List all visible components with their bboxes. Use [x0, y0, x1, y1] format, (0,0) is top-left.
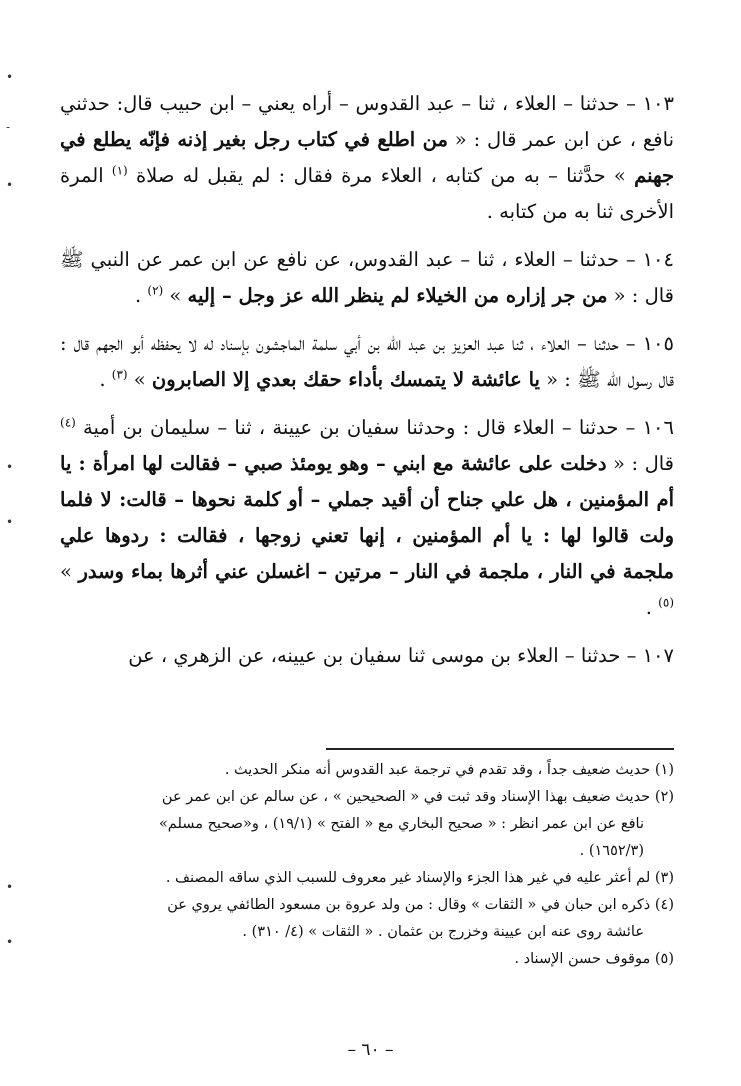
text-run: قال : «: [606, 452, 674, 475]
margin-dot: •: [6, 178, 14, 192]
hadith-matn: دخلت على عائشة مع ابني – وهو يومئذ صبي – فقالت لها امرأة : يا أم المؤمنين ، هل علي جناح أن أقيد جملي – أو كلمة نحوها – قالت: لا فلما ولت قالوا لها : يا أم المؤمنين ، إنها تعني زوجها ، فقالت : ردوها علي ملجمة في النار ، ملجمة في النار – مرتين – اغسلن عني أثرها بماء وسدر: [60, 452, 674, 583]
text-run: ١٠٦ – حدثنا – العلاء قال : وحدثنا سفيان بن عيينة ، ثنا – سليمان بن أمية: [75, 416, 674, 439]
text-run: » حدَّثنا – به من كتابه ، العلاء مرة فقال : لم يقبل له صلاة: [127, 164, 635, 187]
text-run: .: [134, 284, 148, 307]
hadith-103: [60, 86, 674, 230]
text-run: ١٠٧ – حدثنا – العلاء بن موسى ثنا سفيان بن عيينه، عن الزهري ، عن: [128, 644, 674, 667]
text-run: »: [127, 368, 152, 391]
footnotes: [60, 757, 674, 973]
main-text: [60, 86, 674, 686]
footnote-4: (٤) ذكره ابن حبان في « الثقات » وقال : من ولد عروة بن مسعود الطائفي يروي عن: [167, 897, 674, 913]
footnote-ref: (٥): [658, 595, 674, 610]
footnote-line: (١٦٥٢/٣) .: [579, 843, 644, 859]
footnote-line: نافع عن ابن عمر انظر : « صحيح البخاري مع « الفتح » (١٩/١) ، و«صحيح مسلم»: [158, 816, 644, 832]
text-run: »: [60, 560, 79, 583]
text-run: .: [99, 368, 112, 391]
text-run: ١٠٤ – حدثنا – العلاء ، ثنا – عبد القدوس، عن نافع عن ابن عمر عن النبي ﷺ قال : «: [60, 248, 674, 307]
footnote-ref: (١): [111, 163, 128, 178]
hadith-matn: يا عائشة لا يتمسك بأداء حقك بعدي إلا الصابرون: [151, 368, 540, 391]
text-run: »: [163, 284, 188, 307]
hadith-matn: من جر إزاره من الخيلاء لم ينظر الله عز وجل – إليه: [187, 284, 608, 307]
page-number: – ٦٠ –: [347, 1040, 394, 1060]
footnote-2-cont: [60, 838, 674, 865]
footnote-5: (٥) موقوف حسن الإسناد .: [514, 951, 674, 967]
footnote-4-cont: [60, 919, 674, 946]
text-run: .: [645, 596, 659, 619]
hadith-104: [60, 242, 674, 314]
hadith-matn: من اطلع في كتاب رجل بغير إذنه فإنّه يطلع في جهنم: [60, 128, 674, 187]
footnote-line: عائشة روى عنه ابن عيينة وخزرج بن عثمان . « الثقات » (٤/ ٣١٠) .: [242, 924, 644, 940]
hadith-107: [60, 638, 674, 674]
text-run: ١٠٥ – حدثنا – العلاء ، ثنا عبد العزيز بن عبد الله بن أبي سلمة الماجشون بإسناد له لا يحفظه أبو الجهم قال : قال رسول الله ﷺ : «: [60, 332, 674, 391]
margin-dot: •: [6, 515, 14, 529]
margin-dot: -: [6, 120, 11, 134]
footnote-ref: (٣): [111, 367, 128, 382]
footnote-3: (٣) لم أعثر عليه في غير هذا الجزء والإسناد غير معروف للسبب الذي ساقه المصنف .: [165, 870, 674, 886]
footnote-ref: (٤): [60, 415, 76, 430]
hadith-105: [60, 326, 674, 398]
text-run: ١٠٣ – حدثنا – العلاء ، ثنا – عبد القدوس – أراه يعني – ابن حبيب قال: حدثني نافع ، عن ابن عمر قال : «: [60, 92, 674, 151]
margin-dot: •: [6, 70, 14, 84]
margin-dot: •: [6, 880, 14, 894]
footnote-2-cont: [60, 811, 674, 838]
margin-dot: •: [6, 460, 14, 474]
hadith-106: [60, 410, 674, 626]
footnote-2: (٢) حديث ضعيف بهذا الإسناد وقد ثبت في « الصحيحين » ، عن سالم عن ابن عمر عن: [161, 789, 674, 805]
footnote-ref: (٢): [147, 283, 164, 298]
margin-dot: •: [6, 935, 14, 949]
text-run: المرة الأخرى ثنا به من كتابه .: [60, 164, 674, 223]
footnote-divider: [326, 748, 674, 750]
footnote-1: (١) حديث ضعيف جداً ، وقد تقدم في ترجمة عبد القدوس أنه منكر الحديث .: [224, 762, 674, 778]
